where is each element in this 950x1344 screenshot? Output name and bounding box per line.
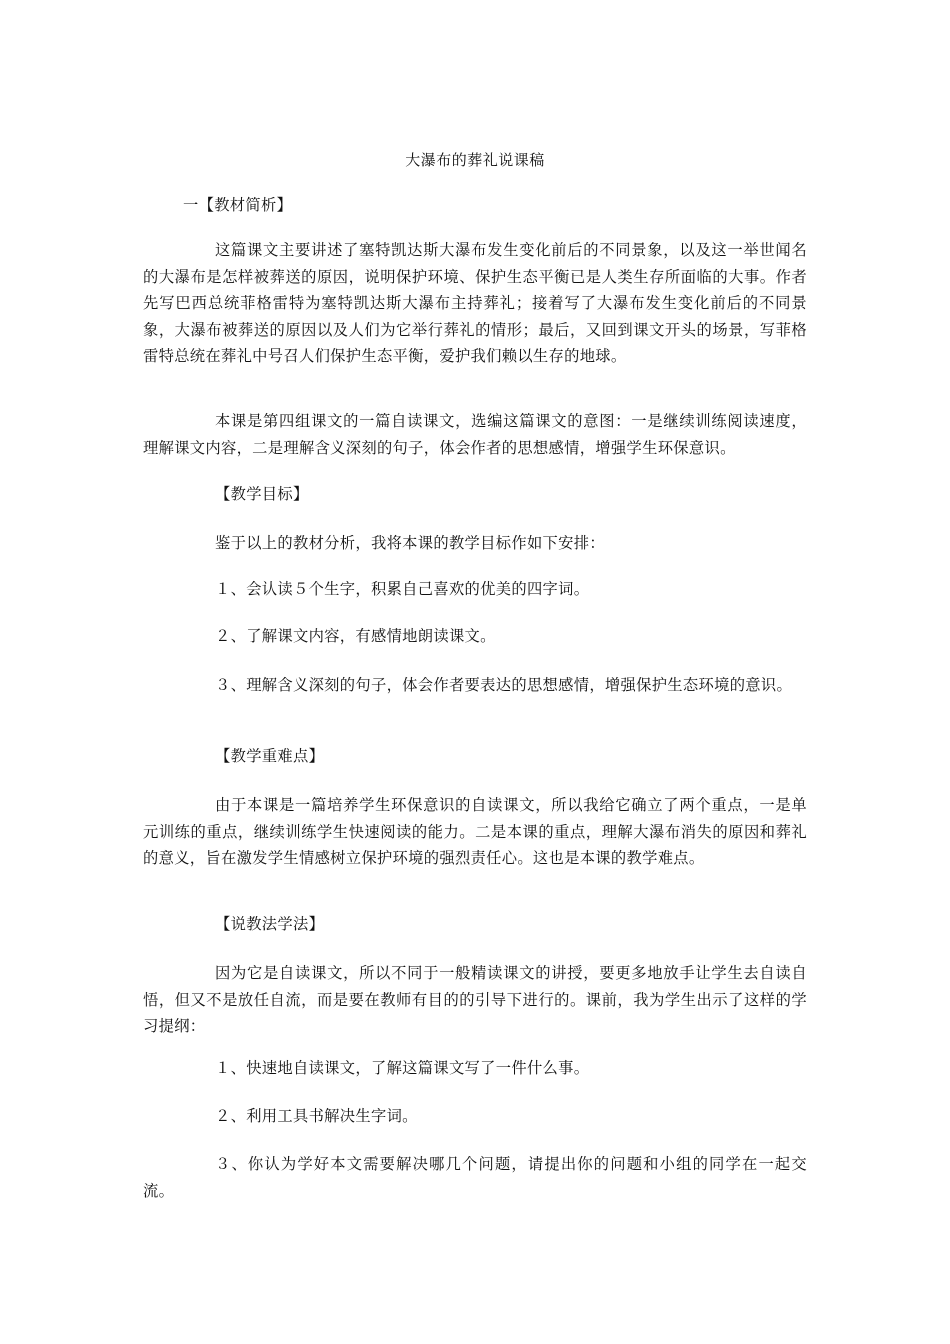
goal-item-3: ３、理解含义深刻的句子，体会作者要表达的思想感情，增强保护生态环境的意识。: [215, 676, 793, 694]
section-heading-textbook-analysis: 一【教材简析】: [183, 196, 293, 214]
study-step-2: ２、利用工具书解决生字词。: [215, 1107, 418, 1125]
study-step-1: １、快速地自读课文，了解这篇课文写了一件什么事。: [215, 1059, 590, 1077]
goal-item-1: １、会认读５个生字，积累自己喜欢的优美的四字词。: [215, 580, 590, 598]
section-heading-teaching-goals: 【教学目标】: [215, 485, 309, 503]
section-heading-methods: 【说教法学法】: [215, 915, 325, 933]
paragraph-textbook-analysis: 这篇课文主要讲述了塞特凯达斯大瀑布发生变化前后的不同景象，以及这一举世闻名的大瀑布是怎样被葬送的原因，说明保护环境、保护生态平衡已是人类生存所面临的大事。作者先写巴西总统菲格雷特为塞特凯达斯大瀑布主持葬礼；接着写了大瀑布发生变化前后的不同景象，大瀑布被葬送的原因以及人们为它举行葬礼的情形；最后，又回到课文开头的场景，写菲格雷特总统在葬礼中号召人们保护生态平衡，爱护我们赖以生存的地球。: [143, 241, 807, 365]
study-step-3: ３、你认为学好本文需要解决哪几个问题，请提出你的问题和小组的同学在一起交流。: [143, 1155, 807, 1200]
goals-intro: 鉴于以上的教材分析，我将本课的教学目标作如下安排：: [215, 534, 605, 552]
paragraph-methods: 因为它是自读课文，所以不同于一般精读课文的讲授，要更多地放手让学生去自读自悟，但又不是放任自流，而是要在教师有目的的引导下进行的。课前，我为学生出示了这样的学习提纲：: [143, 964, 807, 1035]
goal-item-2: ２、了解课文内容，有感情地朗读课文。: [215, 627, 496, 645]
paragraph-lesson-purpose: 本课是第四组课文的一篇自读课文，选编这篇课文的意图：一是继续训练阅读速度，理解课文内容，二是理解含义深刻的句子，体会作者的思想感情，增强学生环保意识。: [143, 412, 807, 457]
paragraph-key-points: 由于本课是一篇培养学生环保意识的自读课文，所以我给它确立了两个重点，一是单元训练的重点，继续训练学生快速阅读的能力。二是本课的重点，理解大瀑布消失的原因和葬礼的意义，旨在激发学生情感树立保护环境的强烈责任心。这也是本课的教学难点。: [143, 796, 807, 867]
section-heading-key-points: 【教学重难点】: [215, 747, 325, 765]
document-title: 大瀑布的葬礼说课稿: [405, 151, 545, 169]
